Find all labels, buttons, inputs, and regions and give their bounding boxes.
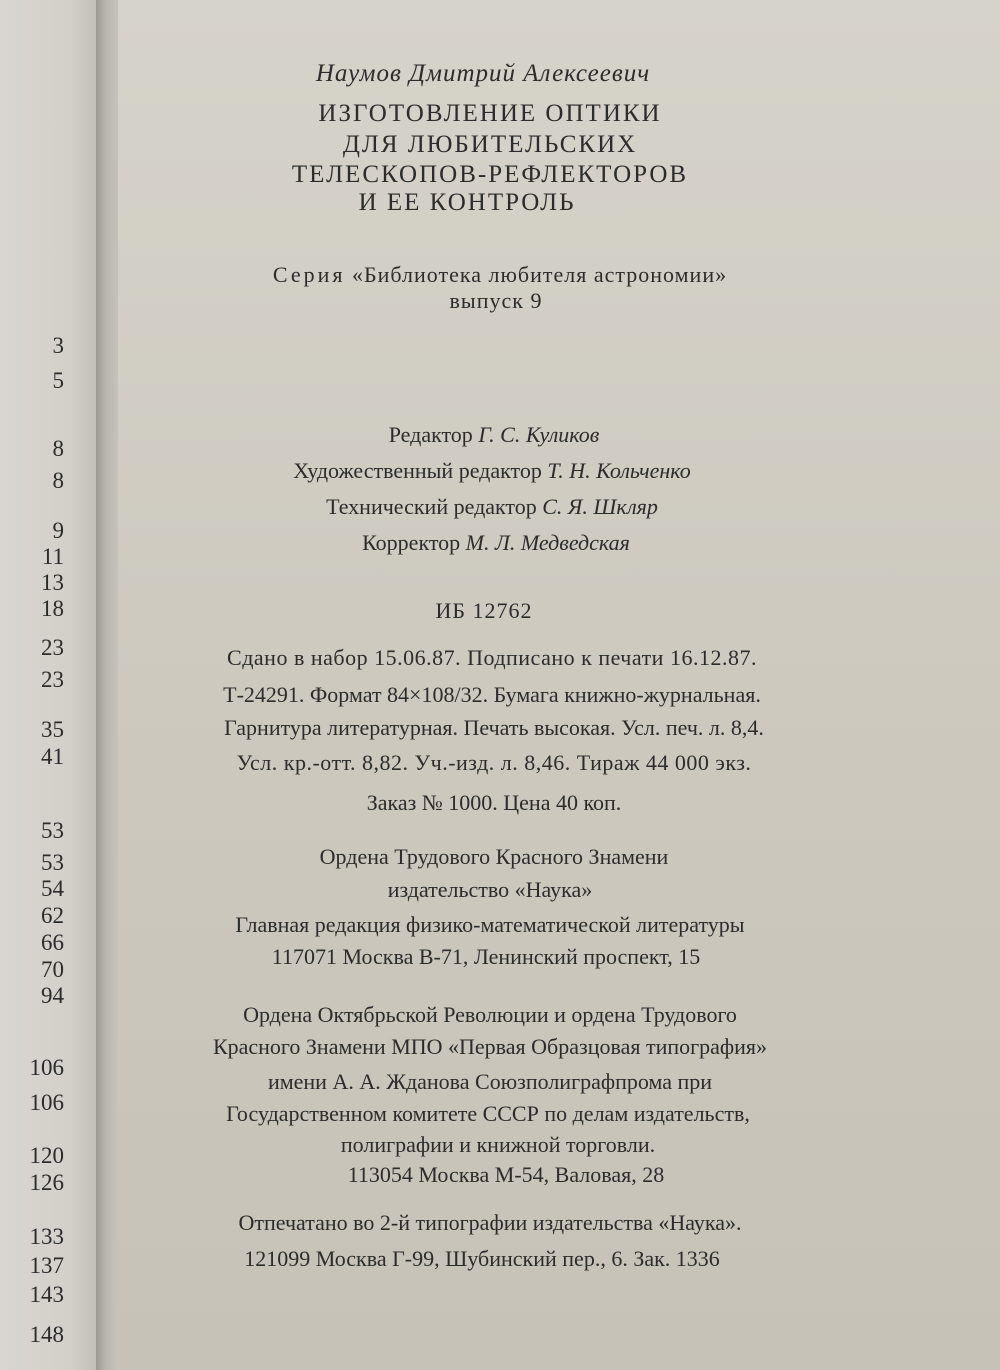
publisher-line: издательство «Наука» (387, 877, 593, 902)
credit-person: М. Л. Медведская (465, 530, 630, 555)
title-line: И ЕЕ КОНТРОЛЬ (358, 189, 576, 216)
page-number: 148 (29, 1322, 64, 1347)
ib-number: ИБ 12762 (435, 598, 533, 623)
series-issue: выпуск 9 (449, 288, 543, 313)
page-number: 54 (41, 876, 64, 901)
credit-editor (389, 422, 600, 448)
page-number: 94 (41, 983, 64, 1008)
publisher-line: Главная редакция физико-математической литературы (235, 912, 745, 937)
credit-role: Художественный редактор (293, 458, 542, 483)
print-detail-line: Сдано в набор 15.06.87. Подписано к печати 16.12.87. (227, 645, 757, 670)
page-number: 53 (41, 850, 64, 875)
series-name: «Библиотека любителя астрономии» (352, 262, 728, 287)
printer-line: Государственном комитете СССР по делам издательств, (226, 1101, 750, 1126)
page-number: 35 (41, 717, 64, 742)
printed-at-line: Отпечатано во 2-й типографии издательства «Наука». (238, 1210, 742, 1235)
page-number: 66 (41, 930, 64, 955)
title-line: ДЛЯ ЛЮБИТЕЛЬСКИХ (342, 131, 638, 158)
printer-line: Красного Знамени МПО «Первая Образцовая типография» (212, 1034, 768, 1059)
credit-person: Г. С. Куликов (478, 422, 600, 447)
credit-role: Корректор (362, 530, 461, 555)
page-number: 5 (52, 368, 64, 393)
page-number: 3 (52, 333, 64, 358)
page-number: 137 (29, 1253, 64, 1278)
publisher-line: Ордена Трудового Красного Знамени (319, 844, 669, 869)
print-detail-line: Т-24291. Формат 84×108/32. Бумага книжно-журнальная. (223, 682, 761, 707)
page-number: 133 (29, 1224, 64, 1249)
book-gutter (96, 0, 120, 1370)
page-number: 126 (29, 1170, 64, 1195)
page-number: 13 (41, 570, 64, 595)
credit-person: С. Я. Шкляр (542, 494, 658, 519)
printer-line: полиграфии и книжной торговли. (340, 1132, 656, 1157)
page-number: 23 (41, 635, 64, 660)
page-number: 41 (41, 744, 64, 769)
title-line: ТЕЛЕСКОПОВ-РЕФЛЕКТОРОВ (291, 161, 689, 188)
title-line: ИЗГОТОВЛЕНИЕ ОПТИКИ (318, 100, 662, 127)
page-number: 8 (52, 436, 64, 461)
page-number: 53 (41, 818, 64, 843)
credit-proofreader (362, 530, 630, 556)
printer-line: 113054 Москва М-54, Валовая, 28 (347, 1162, 665, 1187)
print-detail-line: Гарнитура литературная. Печать высокая. Усл. печ. л. 8,4. (224, 715, 764, 740)
page-number: 106 (29, 1090, 64, 1115)
printed-at-line: 121099 Москва Г-99, Шубинский пер., 6. Зак. 1336 (244, 1246, 720, 1271)
publisher-line: 117071 Москва В-71, Ленинский проспект, 15 (271, 944, 701, 969)
page-number: 62 (41, 903, 64, 928)
series-line (273, 262, 727, 288)
credit-art-editor (293, 458, 690, 484)
page-number: 9 (52, 518, 64, 543)
page-number: 18 (41, 596, 64, 621)
page-number: 120 (29, 1143, 64, 1168)
printer-line: имени А. А. Жданова Союзполиграфпрома при (267, 1069, 713, 1094)
page-number: 143 (29, 1282, 64, 1307)
series-word: Серия (272, 262, 346, 287)
author-name: Наумов Дмитрий Алексеевич (315, 60, 651, 87)
print-detail-line: Заказ № 1000. Цена 40 коп. (366, 790, 622, 815)
credit-role: Редактор (388, 422, 473, 447)
page-number: 11 (41, 544, 64, 569)
page-number: 70 (41, 957, 64, 982)
credit-role: Технический редактор (326, 494, 537, 519)
credit-person: Т. Н. Кольченко (547, 458, 691, 483)
page-number: 106 (29, 1055, 64, 1080)
printer-line: Ордена Октябрьской Революции и ордена Трудового (243, 1002, 737, 1027)
credit-tech-editor (326, 494, 658, 520)
page-number: 8 (52, 468, 64, 493)
page-number: 23 (41, 667, 64, 692)
print-detail-line: Усл. кр.-отт. 8,82. Уч.-изд. л. 8,46. Тираж 44 000 экз. (236, 750, 752, 775)
